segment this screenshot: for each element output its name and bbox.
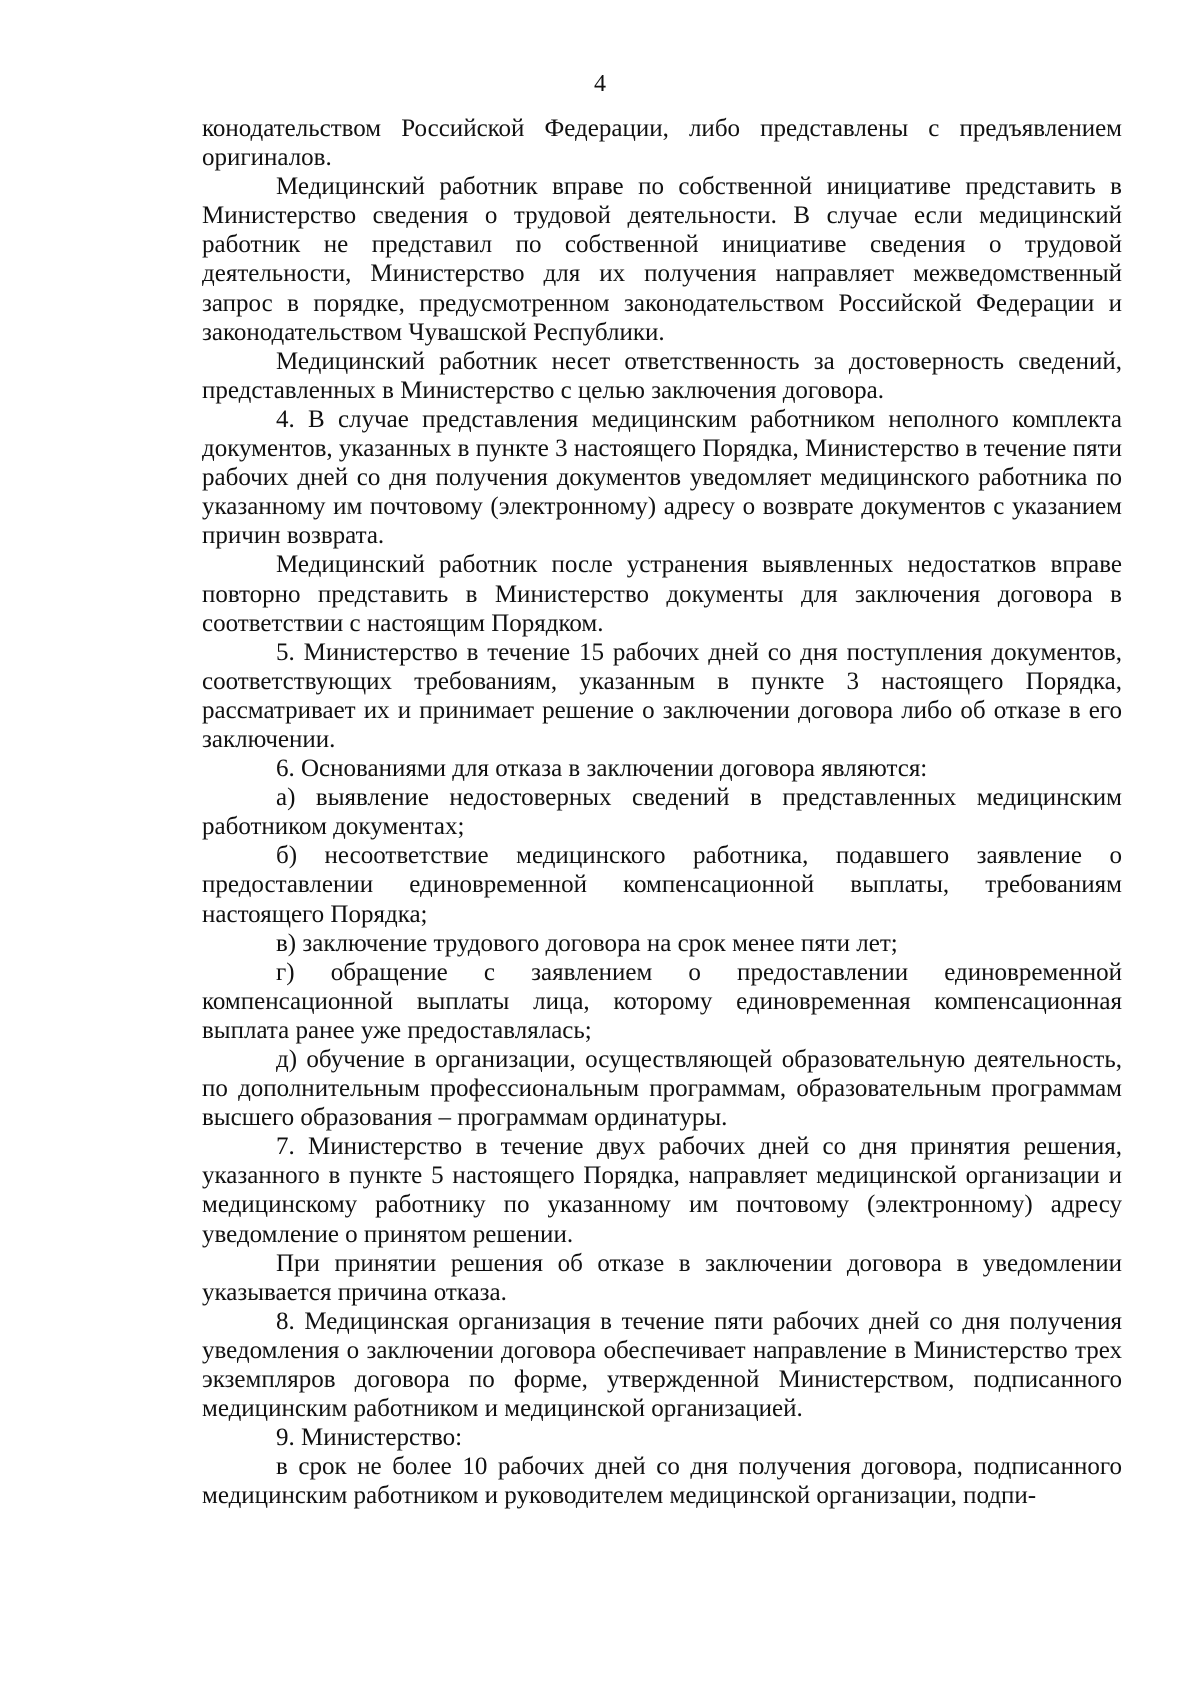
paragraph-item-9: 9. Министерство: [276, 1424, 463, 1452]
page-number: 4 [594, 71, 606, 97]
paragraph-item-9-term: в срок не более 10 рабочих дней со дня получения договора, подписанного медицинским работником и руководителем медицинской организации, подпи- [202, 1453, 1122, 1510]
paragraph-continuation: конодательством Российской Федерации, либо представлены с предъявлением оригиналов. [202, 115, 1122, 172]
paragraph-item-6d: д) обучение в организации, осуществляющей образовательную деятельность, по дополнительным профессиональным программам, образовательным программам высшего образования – программам ординатуры. [202, 1046, 1122, 1132]
paragraph-item-6g: г) обращение с заявлением о предоставлении единовременной компенсационной выплаты лица, которому единовременная компенсационная выплата ранее уже предоставлялась; [202, 958, 1122, 1044]
paragraph-resubmission: Медицинский работник после устранения выявленных недостатков вправе повторно представить в Министерство документы для заключения договора в соответствии с настоящим Порядком. [202, 551, 1122, 637]
paragraph-initiative-info: Медицинский работник вправе по собственной инициативе представить в Министерство сведения о трудовой деятельности. В случае если медицинский работник не представил по собственной инициативе сведения о трудовой деятельности, Министерство для их получения направляет межведомственный запрос в порядке, предусмотренном законодательством Российской Федерации и законодательством Чувашской Республики. [202, 173, 1122, 346]
document-body [202, 114, 1122, 1511]
paragraph-item-6b: б) несоответствие медицинского работника, подавшего заявление о предоставлении единовременной компенсационной выплаты, требованиям настоящего Порядка; [202, 842, 1122, 928]
paragraph-item-7: 7. Министерство в течение двух рабочих дней со дня принятия решения, указанного в пункте 5 настоящего Порядка, направляет медицинской организации и медицинскому работнику по указанному им почтовому (электронному) адресу уведомление о принятом решении. [202, 1133, 1122, 1248]
paragraph-item-5: 5. Министерство в течение 15 рабочих дней со дня поступления документов, соответствующих требованиям, указанным в пункте 3 настоящего Порядка, рассматривает их и принимает решение о заключении договора либо об отказе в его заключении. [202, 638, 1122, 753]
paragraph-refusal-reason: При принятии решения об отказе в заключении договора в уведомлении указывается причина отказа. [202, 1249, 1122, 1306]
paragraph-item-6a: а) выявление недостоверных сведений в представленных медицинским работником документах; [202, 784, 1122, 841]
paragraph-item-6v: в) заключение трудового договора на срок менее пяти лет; [276, 929, 898, 957]
paragraph-item-6: 6. Основаниями для отказа в заключении договора являются: [276, 755, 928, 783]
paragraph-responsibility: Медицинский работник несет ответственность за достоверность сведений, представленных в Министерство с целью заключения договора. [202, 347, 1122, 404]
paragraph-item-8: 8. Медицинская организация в течение пяти рабочих дней со дня получения уведомления о заключении договора обеспечивает направление в Министерство трех экземпляров договора по форме, утвержденной Министерством, подписанного медицинским работником и медицинской организацией. [202, 1307, 1122, 1423]
paragraph-item-4: 4. В случае представления медицинским работником неполного комплекта документов, указанных в пункте 3 настоящего Порядка, Министерство в течение пяти рабочих дней со дня получения документов уведомляет медицинского работника по указанному им почтовому (электронному) адресу о возврате документов с указанием причин возврата. [202, 405, 1122, 550]
